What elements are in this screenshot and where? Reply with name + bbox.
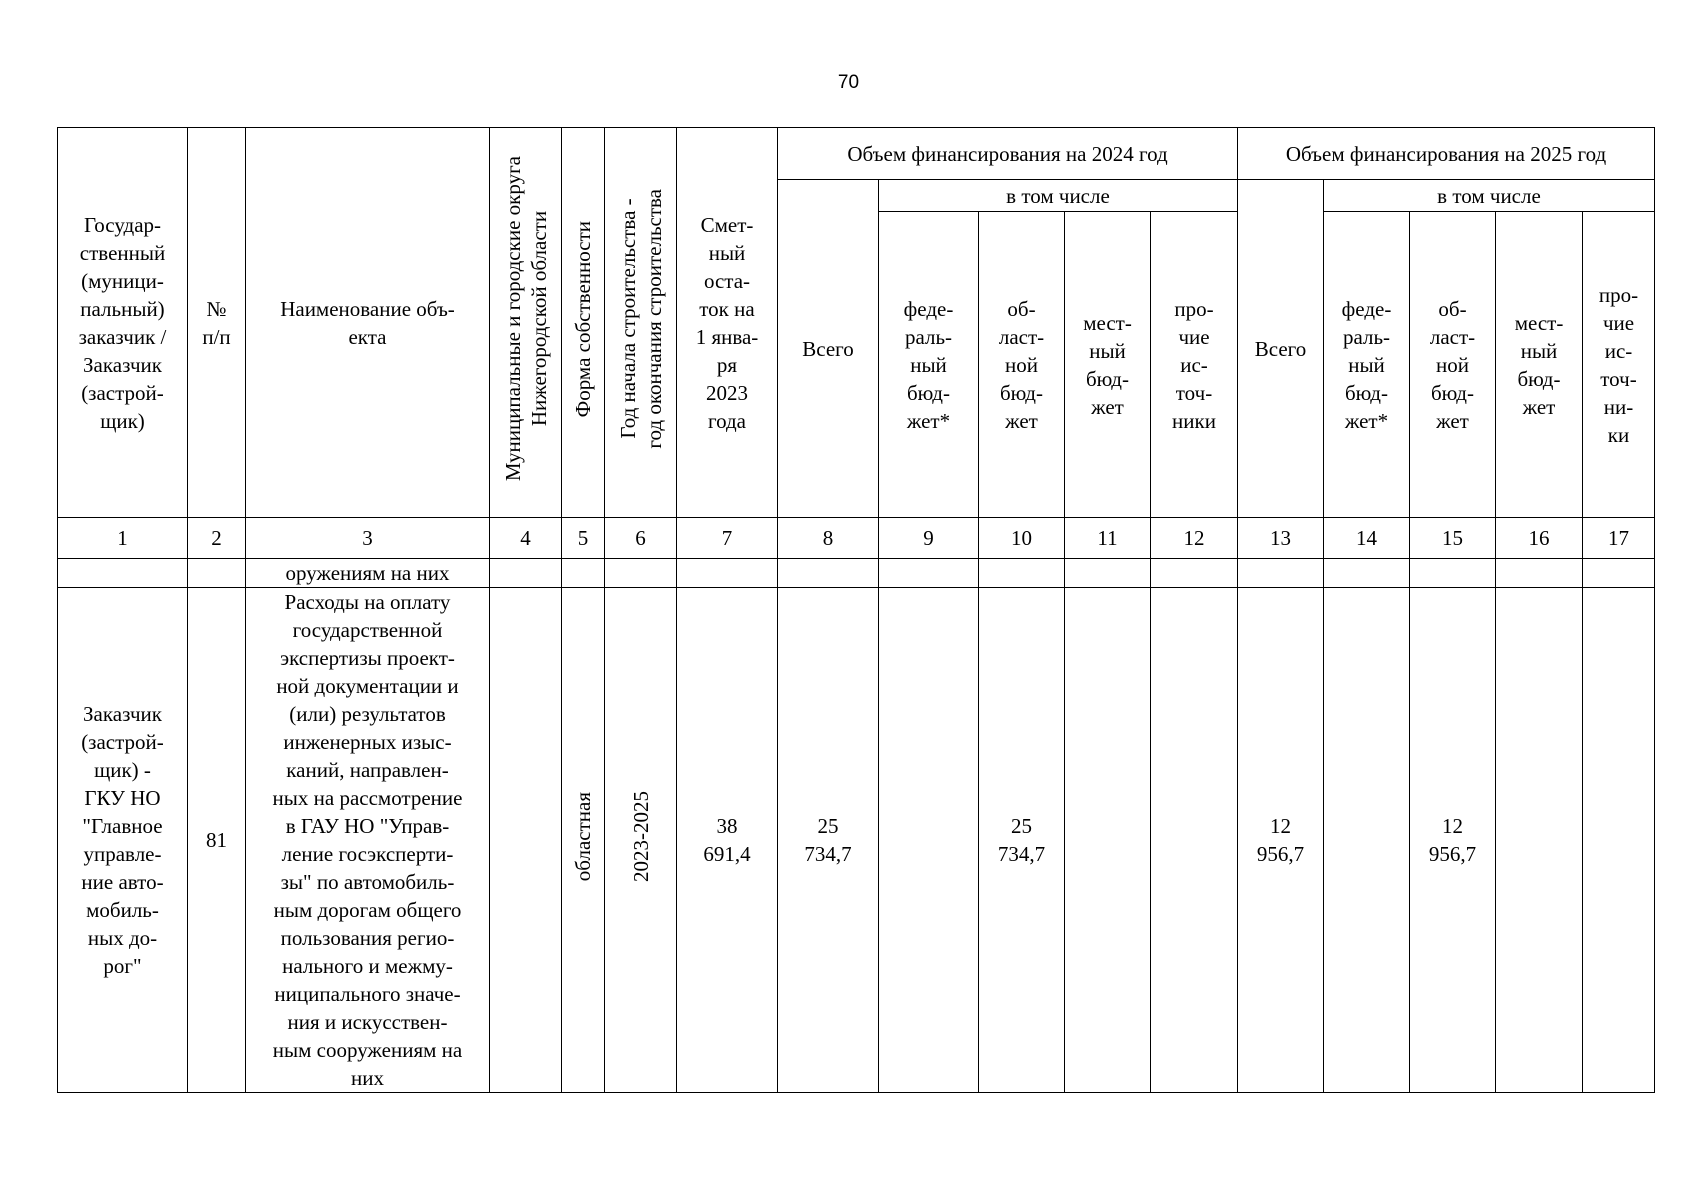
header-local-2025: мест- ный бюд- жет: [1496, 212, 1583, 518]
column-number: 15: [1410, 518, 1496, 559]
row-description: Расходы на оплату государственной экспертизы проект- ной документации и (или) результатов инженерных изыс- каний, направлен- ных на рассмотрение в ГАУ НО "Управ- ление госэксперти- зы" по автомобиль- ным дорогам общего пользования регио- нального и межму- ниципального значе- ния и искусствен- ным сооружениям на них: [246, 588, 490, 1093]
header-municipality: [490, 128, 562, 518]
row-regional-2025: 12 956,7: [1410, 588, 1496, 1093]
row-federal-2024: [879, 588, 979, 1093]
row-ownership: [562, 588, 605, 1093]
financing-table: [57, 127, 1655, 1093]
row-number: 81: [188, 588, 246, 1093]
header-object-name: Наименование объ- екта: [246, 128, 490, 518]
row-municipality: [490, 588, 562, 1093]
column-number: 16: [1496, 518, 1583, 559]
header-financing-2025: Объем финансирования на 2025 год: [1238, 128, 1655, 180]
row-regional-2024: 25 734,7: [979, 588, 1065, 1093]
header-ownership: [562, 128, 605, 518]
header-estimate: Смет- ный оста- ток на 1 янва- ря 2023 года: [677, 128, 778, 518]
header-years: [605, 128, 677, 518]
column-number: 12: [1151, 518, 1238, 559]
header-including-2024: в том числе: [879, 180, 1238, 212]
column-number: 17: [1583, 518, 1655, 559]
column-number: 14: [1324, 518, 1410, 559]
column-number: 4: [490, 518, 562, 559]
row-total-2025: 12 956,7: [1238, 588, 1324, 1093]
table-row: [58, 588, 1655, 1093]
header-financing-2024: Объем финансирования на 2024 год: [778, 128, 1238, 180]
column-number: 8: [778, 518, 879, 559]
header-other-2025: про- чие ис- точ- ни- ки: [1583, 212, 1655, 518]
column-number: 3: [246, 518, 490, 559]
header-local-2024: мест- ный бюд- жет: [1065, 212, 1151, 518]
row-years: [605, 588, 677, 1093]
header-regional-2024: об- ласт- ной бюд- жет: [979, 212, 1065, 518]
header-total-2025: Всего: [1238, 180, 1324, 518]
column-number: 1: [58, 518, 188, 559]
header-federal-2024: феде- раль- ный бюд- жет*: [879, 212, 979, 518]
row-other-2025: [1583, 588, 1655, 1093]
column-number: 9: [879, 518, 979, 559]
column-number: 5: [562, 518, 605, 559]
row-ownership-text: областная: [571, 791, 595, 882]
column-number: 13: [1238, 518, 1324, 559]
header-total-2024: Всего: [778, 180, 879, 518]
header-ownership-text: Форма собственности: [571, 220, 595, 418]
header-federal-2025: феде- раль- ный бюд- жет*: [1324, 212, 1410, 518]
column-number: 6: [605, 518, 677, 559]
row-other-2024: [1151, 588, 1238, 1093]
row-total-2024: 25 734,7: [778, 588, 879, 1093]
column-number: 11: [1065, 518, 1151, 559]
header-other-2024: про- чие ис- точ- ники: [1151, 212, 1238, 518]
header-including-2025: в том числе: [1324, 180, 1655, 212]
column-number: 7: [677, 518, 778, 559]
page-number: 70: [837, 72, 860, 93]
continuation-text: оружениям на них: [246, 559, 490, 588]
header-regional-2025: об- ласт- ной бюд- жет: [1410, 212, 1496, 518]
header-customer: Государ- ственный (муници- пальный) заказчик / Заказчик (застрой- щик): [58, 128, 188, 518]
row-years-text: 2023-2025: [628, 791, 653, 882]
row-estimate: 38 691,4: [677, 588, 778, 1093]
row-local-2025: [1496, 588, 1583, 1093]
row-customer: Заказчик (застрой- щик) - ГКУ НО "Главное управле- ние авто- мобиль- ных до- рог": [58, 588, 188, 1093]
row-federal-2025: [1324, 588, 1410, 1093]
row-local-2024: [1065, 588, 1151, 1093]
column-number: 10: [979, 518, 1065, 559]
column-number-row: [58, 518, 1655, 559]
header-municipality-text: Муниципальные и городские округа Нижегородской области: [500, 156, 551, 482]
header-number: № п/п: [188, 128, 246, 518]
continuation-row: [58, 559, 1655, 588]
column-number: 2: [188, 518, 246, 559]
header-years-text: Год начала строительства - год окончания строительства: [615, 189, 666, 449]
